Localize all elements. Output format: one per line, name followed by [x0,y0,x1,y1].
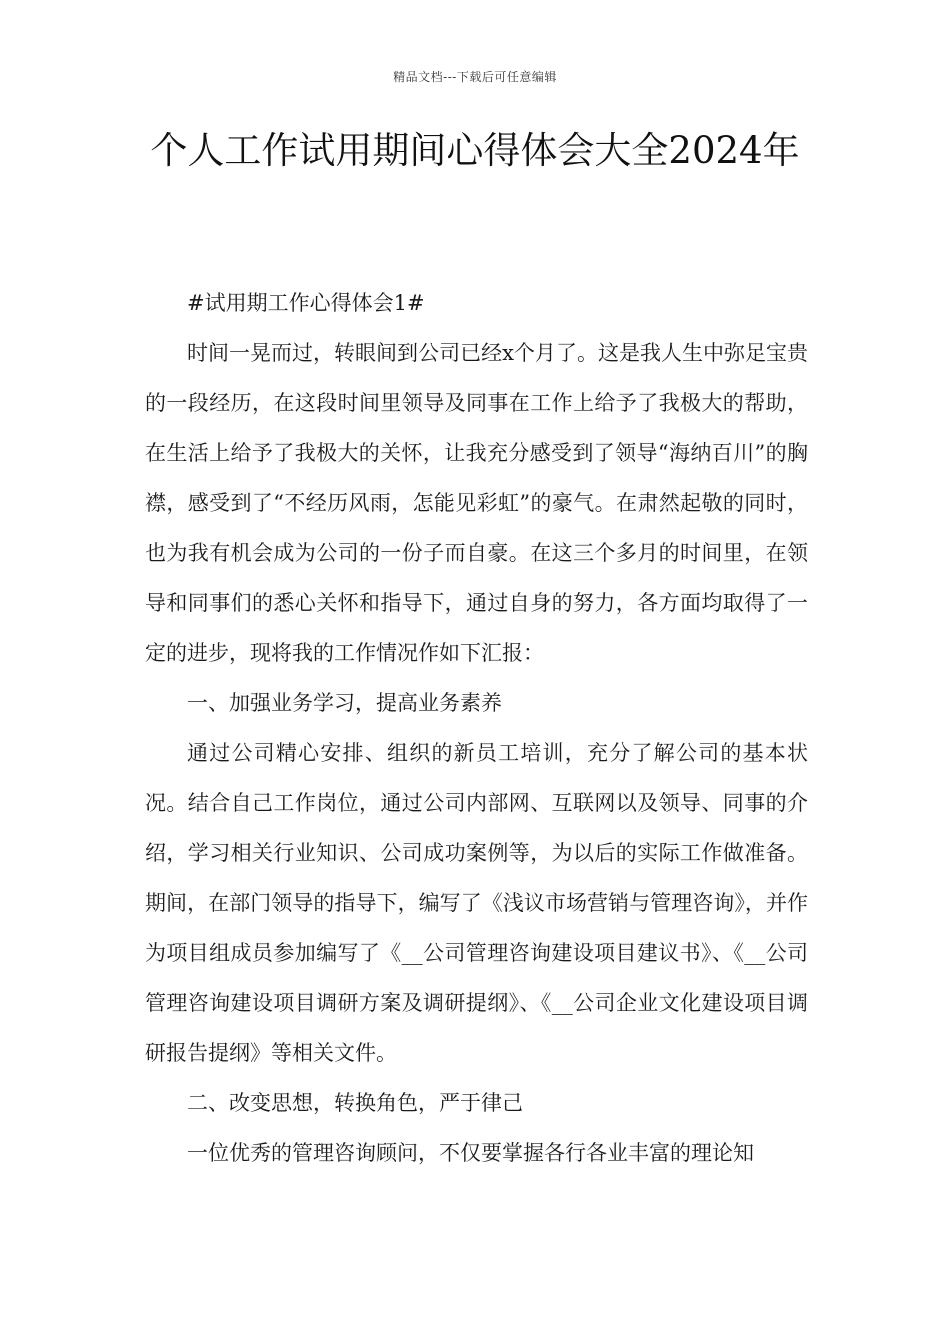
document-title: 个人工作试用期间心得体会大全2024年 [150,129,800,172]
header-note: 精品文档---下载后可任意编辑 [393,70,557,84]
document-body [145,278,808,1178]
paragraph: 一位优秀的管理咨询顾问，不仅要掌握各行各业丰富的理论知 [187,1141,754,1165]
paragraph: 通过公司精心安排、组织的新员工培训，充分了解公司的基本状况。结合自己工作岗位，通过公司内部网、互联网以及领导、同事的介绍，学习相关行业知识、公司成功案例等，为以后的实际工作做准备。期间，在部门领导的指导下，编写了《浅议市场营销与管理咨询》，并作为项目组成员参加编写了《__公司管理咨询建设项目建议书》、《__公司管理咨询建设项目调研方案及调研提纲》、《__公司企业文化建设项目调研报告提纲》等相关文件。 [145,741,808,1065]
section-heading: #试用期工作心得体会1# [187,291,425,315]
section-heading: 一、加强业务学习，提高业务素养 [187,691,502,715]
section-heading: 二、改变思想，转换角色，严于律己 [187,1091,523,1115]
paragraph: 时间一晃而过，转眼间到公司已经x个月了。这是我人生中弥足宝贵的一段经历，在这段时间里领导及同事在工作上给予了我极大的帮助，在生活上给予了我极大的关怀，让我充分感受到了领导“海纳百川”的胸襟，感受到了“不经历风雨，怎能见彩虹”的豪气。在肃然起敬的同时，也为我有机会成为公司的一份子而自豪。在这三个多月的时间里，在领导和同事们的悉心关怀和指导下，通过自身的努力，各方面均取得了一定的进步，现将我的工作情况作如下汇报： [145,341,808,665]
